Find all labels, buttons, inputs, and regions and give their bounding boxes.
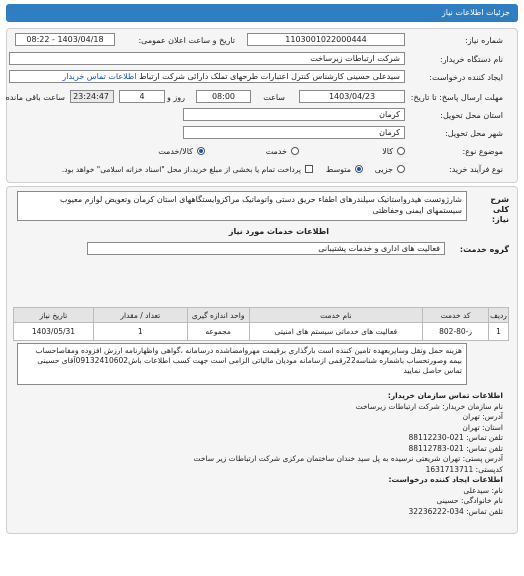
contact-line: اطلاعات تماس سازمان خریدار: [387, 391, 503, 400]
description-panel [6, 186, 518, 534]
cell-name: فعالیت های خدماتی سیستم های امنیتی [249, 323, 423, 341]
buyer-field: شرکت ارتباطات زیرساخت [9, 52, 405, 65]
announce-date-field: 1403/04/18 - 08:22 [15, 33, 115, 46]
cell-qty: 1 [93, 323, 187, 341]
cell-unit: مجموعه [187, 323, 249, 341]
service-group-field: فعالیت های اداری و خدمات پشتیبانی [87, 242, 445, 255]
category-label: موضوع نوع: [462, 147, 503, 156]
col-name: نام خدمت [249, 308, 423, 323]
need-number-field: 1103001022000444 [247, 33, 405, 46]
col-qty: تعداد / مقدار [93, 308, 187, 323]
contact-line: تلفن تماس: 021-88112783 [408, 443, 503, 453]
category-goods-label: کالا [382, 147, 393, 156]
days-remaining-field: 4 [119, 90, 165, 103]
category-both-label: کالا/خدمت [158, 147, 193, 156]
contact-line: نام خانوادگی: حسینی [436, 496, 503, 505]
category-service-radio[interactable] [291, 147, 299, 155]
process-partial-radio[interactable] [397, 165, 405, 173]
treasury-payment-checkbox[interactable] [305, 165, 313, 173]
process-medium-label: متوسط [325, 165, 351, 174]
services-table [13, 307, 509, 341]
creator-field [9, 70, 405, 83]
page-title: جزئیات اطلاعات نیاز [441, 8, 510, 17]
province-label: استان محل تحویل: [440, 111, 503, 120]
contact-line: نام: سیدعلی [463, 485, 503, 495]
city-label: شهر محل تحویل: [445, 129, 503, 138]
deadline-date-field: 1403/04/23 [299, 90, 405, 103]
deadline-time-field: 08:00 [196, 90, 251, 103]
contact-line: تلفن تماس: 021-88112230 [408, 433, 503, 442]
category-goods-radio[interactable] [397, 147, 405, 155]
cell-row: 1 [489, 323, 509, 341]
buyer-contact-link[interactable]: اطلاعات تماس خریدار [62, 72, 137, 81]
col-unit: واحد اندازه گیری [187, 308, 249, 323]
page-header [6, 4, 518, 22]
deadline-label: مهلت ارسال پاسخ: تا تاریخ: [410, 93, 503, 102]
contact-line: آدرس پستی: تهران شریعتی نرسیده به پل سید خندان ساختمان مرکزی شرکت ارتباطات زیر ساخت [193, 454, 503, 463]
cell-date: 1403/05/31 [14, 323, 94, 341]
description-label: شرح کلی نیاز: [490, 195, 509, 224]
service-group-label: گروه خدمت: [459, 245, 509, 254]
announce-date-label: تاریخ و ساعت اعلان عمومی: [138, 36, 235, 45]
deadline-hour-label: ساعت [263, 93, 285, 102]
contact-line: کدپستی: 1631713711 [425, 464, 503, 474]
table-row [14, 323, 509, 341]
buyer-label: نام دستگاه خریدار: [440, 55, 503, 64]
buyer-notes: هزینه حمل ونقل وسایربعهده تامین کننده است بارگذاری برقیمت مهروامضاشده درسامانه ،گواهی واظهارنامه ارزش افزوده ومفاصاحساب بیمه وصورتحساب باشماره شناسه22رقمی ازسامانه مودیان مالیاتی الزامی است جهت کسب اطلاعات باش09132410602آقای حسینی تماس حاصل نمایید [17, 343, 467, 385]
process-medium-radio[interactable] [355, 165, 363, 173]
contact-line: نام سازمان خریدار: شرکت ارتباطات زیرساخت [355, 401, 503, 411]
process-label: نوع فرآیند خرید: [449, 165, 503, 174]
city-field: کرمان [183, 126, 405, 139]
treasury-payment-note: پرداخت تمام یا بخشی از مبلغ خرید،از محل "اسناد خزانه اسلامی" خواهد بود. [61, 165, 301, 174]
need-number-label: شماره نیاز: [465, 36, 503, 45]
cell-code: ز-80-802 [423, 323, 489, 341]
category-service-label: خدمت [265, 147, 287, 156]
province-field: کرمان [183, 108, 405, 121]
time-remaining-field: 23:24:47 [70, 90, 114, 103]
col-date: تاریخ نیاز [14, 308, 94, 323]
remaining-label: ساعت باقی مانده [5, 93, 65, 102]
contact-line: تلفن تماس: 034-32236222 [408, 506, 503, 516]
days-label: روز و [167, 93, 185, 102]
creator-label: ایجاد کننده درخواست: [429, 73, 503, 82]
category-both-radio[interactable] [197, 147, 205, 155]
process-partial-label: جزیی [374, 165, 393, 174]
col-row: ردیف [489, 308, 509, 323]
contact-line: آدرس: تهران [462, 412, 503, 421]
contact-line: استان: تهران [462, 422, 503, 432]
services-title: اطلاعات خدمات مورد نیاز [228, 227, 329, 236]
creator-text: سیدعلی حسینی کارشناس کنترل اعتبارات طرحهای تملک دارائی شرکت ارتباط [139, 72, 400, 81]
description-text: شارژوتست هیدرواستاتیک سیلندرهای اطفاء حریق دستی واتوماتیک مراکزوایستگاههای استان کرمان وتعویض لوازم معیوب سیستمهای ایمنی وحفاظتی [17, 191, 467, 221]
col-code: کد خدمت [423, 308, 489, 323]
need-details-panel [6, 28, 518, 183]
contact-line: اطلاعات ایجاد کننده درخواست: [388, 475, 503, 484]
